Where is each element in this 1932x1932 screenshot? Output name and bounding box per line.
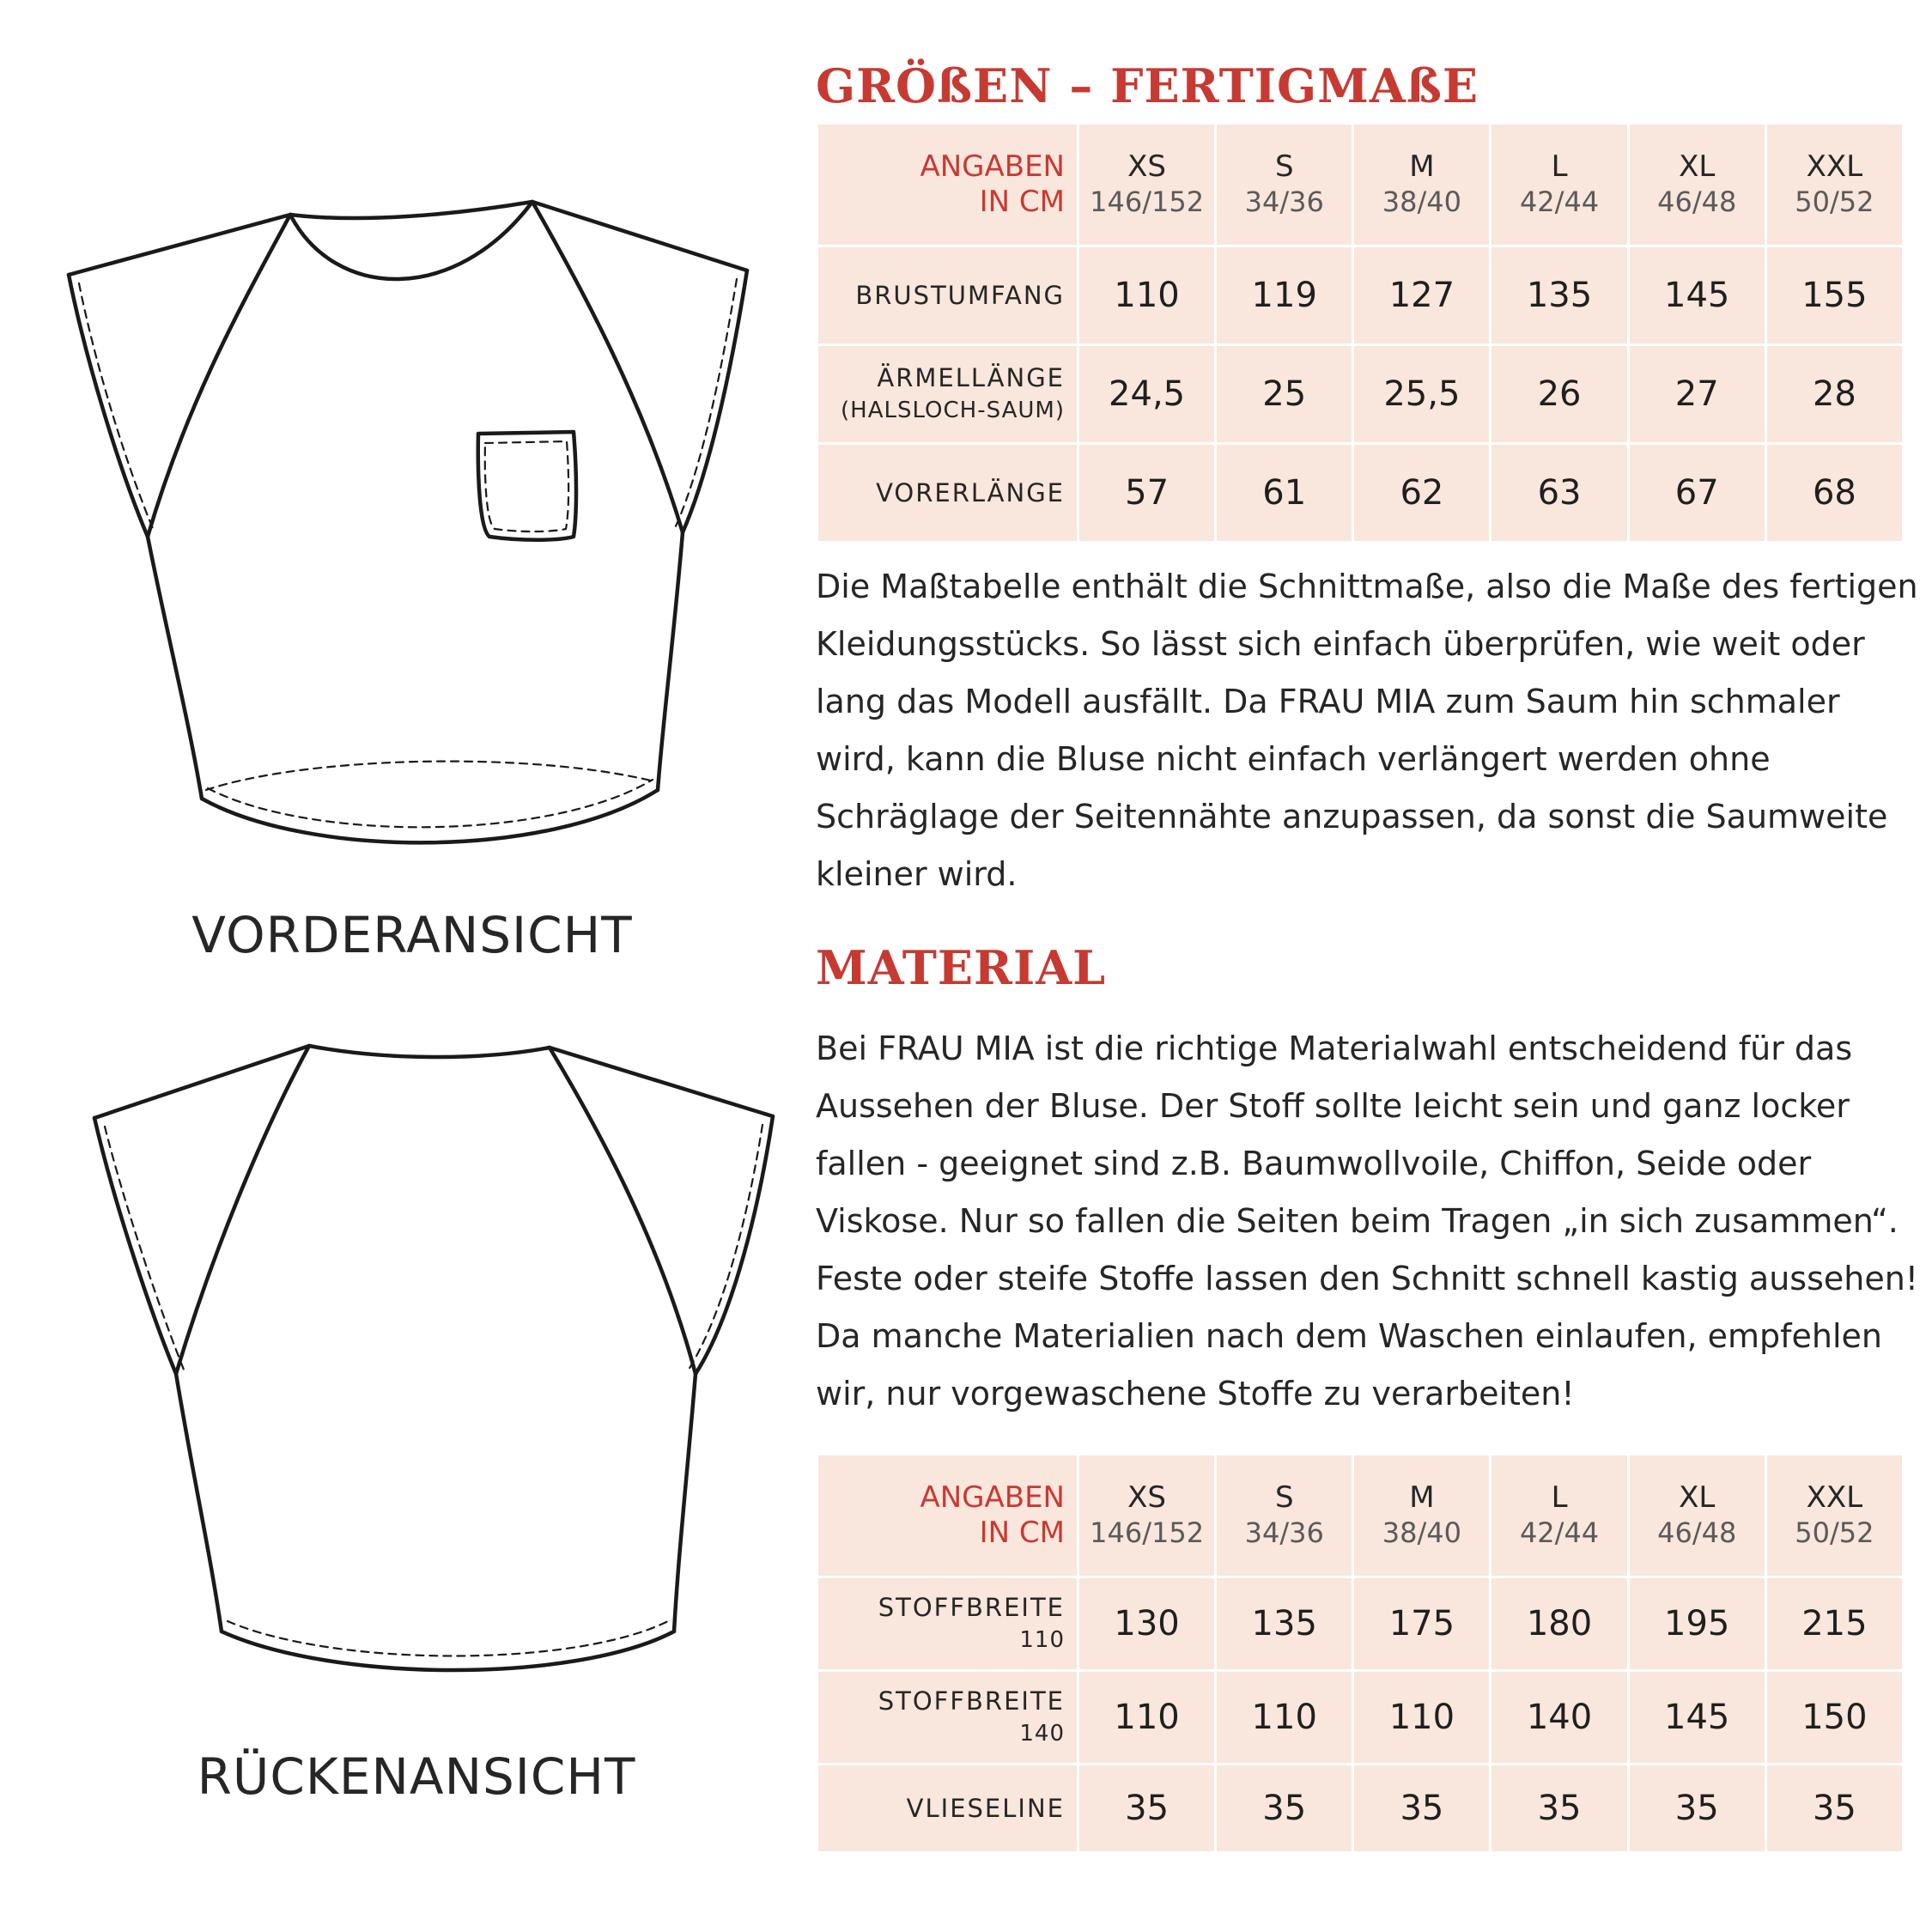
table-cell: 24,5 <box>1079 346 1214 442</box>
size-code: XS <box>1127 1480 1167 1515</box>
table-cell: 25 <box>1217 346 1352 442</box>
table-cell: 140 <box>1492 1672 1626 1763</box>
table-cell: 62 <box>1354 445 1489 541</box>
table-cell: 195 <box>1630 1578 1765 1669</box>
table-row <box>818 247 1902 343</box>
table-cell: 61 <box>1217 445 1352 541</box>
size-col-l <box>1492 125 1626 245</box>
table-unit-header <box>818 125 1077 245</box>
size-col-xl <box>1630 125 1765 245</box>
table-cell: 63 <box>1492 445 1626 541</box>
size-range: 46/48 <box>1657 1516 1737 1549</box>
table-cell: 35 <box>1079 1765 1214 1851</box>
row-label <box>818 445 1077 541</box>
front-view-label: VORDERANSICHT <box>191 906 633 964</box>
size-range: 50/52 <box>1795 185 1874 218</box>
table-cell: 180 <box>1492 1578 1626 1669</box>
table-cell: 35 <box>1217 1765 1352 1851</box>
table-cell: 150 <box>1767 1672 1902 1763</box>
row-label <box>818 346 1077 442</box>
size-code: L <box>1551 1480 1568 1515</box>
table-row <box>818 1578 1902 1669</box>
unit-header-line1: ANGABEN <box>920 149 1065 184</box>
table-cell: 110 <box>1217 1672 1352 1763</box>
row-label-text: VORERLÄNGE <box>876 478 1065 507</box>
size-col-l <box>1492 1455 1626 1576</box>
table-cell: 35 <box>1630 1765 1765 1851</box>
size-range: 46/48 <box>1657 185 1737 218</box>
row-sublabel-text: (HALSLOCH-SAUM) <box>841 398 1065 423</box>
row-label <box>818 1672 1077 1763</box>
back-blouse-illustration <box>77 1030 790 1683</box>
size-code: XS <box>1127 149 1167 184</box>
table-cell: 67 <box>1630 445 1765 541</box>
row-label-text: STOFFBREITE <box>878 1686 1065 1716</box>
size-range: 34/36 <box>1244 185 1324 218</box>
row-label-text: BRUSTUMFANG <box>855 281 1065 310</box>
material-description: Bei FRAU MIA ist die richtige Materialwahl entscheidend für das Aussehen der Bluse. Der Stoff sollte leicht sein und ganz locker fallen - geeignet sind z.B. Baumwollvoile, Chiffon, Seide oder Viskose. Nur so fallen die Seiten beim Tragen „in sich zusammen“. Feste oder steife Stoffe lassen den Schnitt schnell kastig aussehen! Da manche Materialien nach dem Waschen einlaufen, empfehlen wir, nur vorgewaschene Stoffe zu verarbeiten! <box>816 1030 1919 1413</box>
material-heading: MATERIAL <box>816 940 1107 995</box>
size-code: S <box>1274 149 1294 184</box>
table-cell: 135 <box>1217 1578 1352 1669</box>
table-cell: 130 <box>1079 1578 1214 1669</box>
size-header-row <box>818 1455 1902 1576</box>
size-range: 38/40 <box>1382 185 1461 218</box>
size-range: 42/44 <box>1519 185 1600 218</box>
table-cell: 25,5 <box>1354 346 1489 442</box>
row-label-text: STOFFBREITE <box>878 1593 1065 1622</box>
table-cell: 110 <box>1354 1672 1489 1763</box>
unit-header-line2: IN CM <box>979 1516 1065 1550</box>
size-header-row <box>818 125 1902 245</box>
table-cell: 155 <box>1767 247 1902 343</box>
row-label-text: VLIESELINE <box>906 1794 1065 1823</box>
size-code: XL <box>1679 1480 1716 1515</box>
size-range: 146/152 <box>1090 1516 1205 1549</box>
size-col-m <box>1354 125 1489 245</box>
table-row <box>818 1765 1902 1851</box>
size-range: 34/36 <box>1244 1516 1324 1549</box>
table-cell: 68 <box>1767 445 1902 541</box>
row-label <box>818 1765 1077 1851</box>
size-range: 38/40 <box>1382 1516 1461 1549</box>
table-row <box>818 1672 1902 1763</box>
size-range: 42/44 <box>1519 1516 1600 1549</box>
size-col-m <box>1354 1455 1489 1576</box>
unit-header-line1: ANGABEN <box>920 1480 1065 1515</box>
size-range: 50/52 <box>1795 1516 1874 1549</box>
table-cell: 35 <box>1354 1765 1489 1851</box>
fabric-requirements-table <box>816 1453 1905 1854</box>
table-cell: 35 <box>1492 1765 1626 1851</box>
row-sublabel-text: 110 <box>1019 1627 1065 1653</box>
row-label-text: ÄRMELLÄNGE <box>877 363 1065 392</box>
table-cell: 26 <box>1492 346 1626 442</box>
table-cell: 28 <box>1767 346 1902 442</box>
size-col-s <box>1217 125 1352 245</box>
measurements-description: Die Maßtabelle enthält die Schnittmaße, also die Maße des fertigen Kleidungsstücks. So lässt sich einfach überprüfen, wie weit oder lang das Modell ausfällt. Da FRAU MIA zum Saum hin schmaler wird, kann die Bluse nicht einfach verlängert werden ohne Schräglage der Seitennähte anzupassen, da sonst die Saumweite kleiner wird. <box>816 568 1918 893</box>
table-cell: 175 <box>1354 1578 1489 1669</box>
sizes-heading: GRÖßEN – FERTIGMAßE <box>816 58 1479 113</box>
table-cell: 119 <box>1217 247 1352 343</box>
size-col-s <box>1217 1455 1352 1576</box>
row-sublabel-text: 140 <box>1019 1721 1065 1747</box>
table-cell: 127 <box>1354 247 1489 343</box>
table-row <box>818 445 1902 541</box>
size-col-xxl <box>1767 1455 1902 1576</box>
size-code: L <box>1551 149 1568 184</box>
size-range: 146/152 <box>1090 185 1205 218</box>
size-col-xl <box>1630 1455 1765 1576</box>
size-code: M <box>1409 149 1435 184</box>
back-view-label: RÜCKENANSICHT <box>197 1747 636 1806</box>
front-view-drawing <box>52 189 764 867</box>
table-unit-header <box>818 1455 1077 1576</box>
size-col-xxl <box>1767 125 1902 245</box>
size-code: XXL <box>1806 149 1863 184</box>
size-code: M <box>1409 1480 1435 1515</box>
size-col-xs <box>1079 1455 1214 1576</box>
size-col-xs <box>1079 125 1214 245</box>
unit-header-line2: IN CM <box>979 185 1065 219</box>
back-view-drawing <box>77 1030 790 1683</box>
table-cell: 110 <box>1079 247 1214 343</box>
row-label <box>818 247 1077 343</box>
table-cell: 27 <box>1630 346 1765 442</box>
row-label <box>818 1578 1077 1669</box>
table-row <box>818 346 1902 442</box>
table-cell: 135 <box>1492 247 1626 343</box>
table-cell: 57 <box>1079 445 1214 541</box>
table-cell: 145 <box>1630 247 1765 343</box>
size-code: S <box>1274 1480 1294 1515</box>
size-code: XXL <box>1806 1480 1863 1515</box>
finished-measurements-table <box>816 122 1905 544</box>
table-cell: 35 <box>1767 1765 1902 1851</box>
table-cell: 215 <box>1767 1578 1902 1669</box>
table-cell: 145 <box>1630 1672 1765 1763</box>
front-blouse-illustration <box>52 189 764 867</box>
table-cell: 110 <box>1079 1672 1214 1763</box>
size-code: XL <box>1679 149 1716 184</box>
